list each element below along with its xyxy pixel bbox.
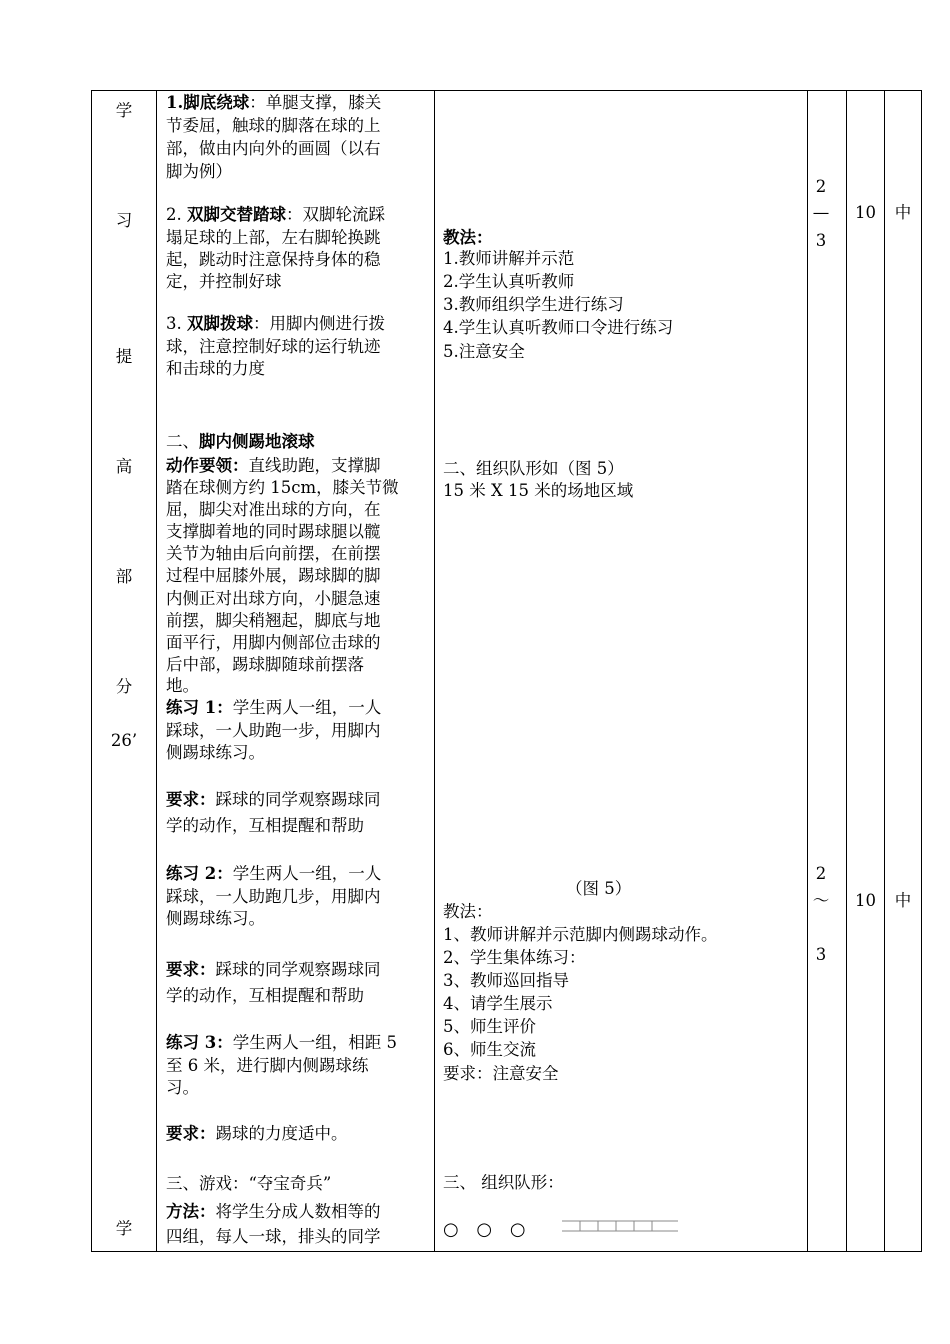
content-line: 过程中屈膝外展，踢球脚的脚 [166, 566, 381, 585]
col-divider [884, 90, 885, 1252]
item-text: 踩球的同学观察踢球同 [215, 790, 381, 809]
figure-caption: （图 5） [566, 879, 632, 898]
col-divider [156, 90, 157, 1252]
item-title: 1.脚底绕球 [166, 93, 250, 112]
item-title: 双脚拨球 [187, 314, 253, 333]
formation-area: 15 米 X 15 米的场地区域 [443, 481, 634, 500]
item-text: 学生两人一组，一人 [232, 864, 382, 883]
label: 练习 1： [166, 698, 233, 717]
teaching-method-title: 教法： [443, 902, 493, 921]
heading-prefix: 二、 [166, 432, 199, 451]
teaching-step: 4.学生认真听教师口令进行练习 [443, 318, 674, 337]
content-line: 和击球的力度 [166, 359, 265, 378]
label: 练习 3： [166, 1033, 233, 1052]
content-line: 支撑脚着地的同时踢球腿以髋 [166, 522, 381, 541]
content-line [166, 204, 385, 227]
col-divider [807, 90, 808, 1252]
content-line [166, 455, 381, 478]
section-label: 高 [115, 457, 133, 476]
item-text: 踢球的力度适中。 [215, 1124, 348, 1143]
section-heading: 三、游戏：“夺宝奇兵” [166, 1174, 332, 1193]
content-line: 节委屈，触球的脚落在球的上 [166, 116, 381, 135]
content-line: 塌足球的上部，左右脚轮换跳 [166, 228, 381, 247]
content-line: 习。 [166, 1078, 199, 1097]
teaching-step: 4、请学生展示 [443, 994, 553, 1013]
content-line: 内侧正对出球方向，小腿急速 [166, 589, 381, 608]
teaching-step: 1、教师讲解并示范脚内侧踢球动作。 [443, 925, 718, 944]
times-max: 3 [815, 945, 827, 964]
item-text: 踩球的同学观察踢球同 [215, 960, 381, 979]
times-dash: ～ [812, 891, 830, 910]
section-label: 习 [115, 211, 133, 230]
teaching-step: 2、学生集体练习： [443, 948, 586, 967]
content-line: 前摆，脚尖稍翘起，脚底与地 [166, 611, 381, 630]
content-line: 踩球，一人助跑一步，用脚内 [166, 721, 381, 740]
content-line: 定，并控制好球 [166, 272, 282, 291]
col-divider [846, 90, 847, 1252]
content-line: 至 6 米，进行脚内侧踢球练 [166, 1056, 369, 1075]
content-line: 踏在球侧方约 15cm，膝关节微 [166, 478, 399, 497]
times-min: 2 [815, 177, 827, 196]
content-line [166, 313, 385, 336]
teaching-step: 5.注意安全 [443, 342, 525, 361]
label: 练习 2： [166, 864, 233, 883]
student-circles: ○ ○ ○ [443, 1219, 532, 1240]
item-text: ：用脚内侧进行拨 [253, 314, 385, 333]
content-line: 部，做由内向外的画圆（以右 [166, 139, 381, 158]
formation-figure [562, 1219, 678, 1233]
label: 要求： [166, 1124, 216, 1143]
section-label: 学 [115, 101, 133, 120]
content-line: 侧踢球练习。 [166, 743, 265, 762]
content-line [166, 92, 381, 115]
teaching-step: 1.教师讲解并示范 [443, 249, 575, 268]
item-number: 3. [166, 314, 182, 333]
content-line: 面平行，用脚内侧部位击球的 [166, 633, 381, 652]
content-line [166, 697, 381, 720]
intensity-value: 中 [894, 203, 912, 222]
content-line: 屈，脚尖对准出球的方向，在 [166, 500, 381, 519]
content-line [166, 1201, 381, 1224]
formation-title: 二、组织队形如（图 5） [443, 459, 624, 478]
item-text: 学生两人一组，一人 [232, 698, 382, 717]
content-line: 球，注意控制好球的运行轨迹 [166, 337, 381, 356]
content-line: 踩球，一人助跑几步，用脚内 [166, 887, 381, 906]
content-line: 侧踢球练习。 [166, 909, 265, 928]
intensity-value: 中 [894, 891, 912, 910]
section-heading [166, 431, 315, 454]
requirement: 要求：注意安全 [443, 1064, 559, 1083]
item-text: 将学生分成人数相等的 [215, 1202, 381, 1221]
content-line [166, 863, 381, 886]
teaching-step: 3、教师巡回指导 [443, 971, 569, 990]
heading-title: 脚内侧踢地滚球 [199, 432, 315, 451]
content-line: 地。 [166, 676, 199, 695]
content-line [166, 959, 381, 982]
content-line: 学的动作，互相提醒和帮助 [166, 986, 364, 1005]
times-dash: — [812, 203, 830, 222]
section-label: 部 [115, 567, 133, 586]
times-min: 2 [815, 864, 827, 883]
item-title: 双脚交替踏球 [187, 205, 286, 224]
label: 动作要领： [166, 456, 249, 475]
col-divider [434, 90, 435, 1252]
formation-title: 三、 组织队形： [443, 1173, 564, 1192]
content-line: 关节为轴由后向前摆，在前摆 [166, 544, 381, 563]
count-value: 10 [855, 891, 876, 910]
teaching-step: 3.教师组织学生进行练习 [443, 295, 624, 314]
content-line [166, 1032, 397, 1055]
content-line: 后中部，踢球脚随球前摆落 [166, 655, 364, 674]
content-line: 学的动作，互相提醒和帮助 [166, 816, 364, 835]
section-label: 分 [115, 677, 133, 696]
content-line: 起，跳动时注意保持身体的稳 [166, 250, 381, 269]
duration-label: 26’ [110, 731, 138, 750]
item-text: ：双脚轮流踩 [286, 205, 385, 224]
item-text: ：单腿支撑，膝关 [249, 93, 382, 112]
count-value: 10 [855, 203, 876, 222]
content-line [166, 789, 381, 812]
item-text: 学生两人一组，相距 5 [232, 1033, 397, 1052]
section-label: 学 [115, 1219, 133, 1238]
times-max: 3 [815, 231, 827, 250]
label: 要求： [166, 960, 216, 979]
teaching-step: 5、师生评价 [443, 1017, 536, 1036]
section-label: 提 [115, 347, 133, 366]
content-line: 脚为例） [166, 162, 232, 181]
content-line: 四组，每人一球，排头的同学 [166, 1227, 381, 1246]
label: 要求： [166, 790, 216, 809]
teaching-method-title: 教法： [443, 228, 493, 247]
item-number: 2. [166, 205, 182, 224]
teaching-step: 2.学生认真听教师 [443, 272, 575, 291]
teaching-step: 6、师生交流 [443, 1040, 536, 1059]
label: 方法： [166, 1202, 216, 1221]
item-text: 直线助跑，支撑脚 [248, 456, 381, 475]
content-line [166, 1123, 348, 1146]
